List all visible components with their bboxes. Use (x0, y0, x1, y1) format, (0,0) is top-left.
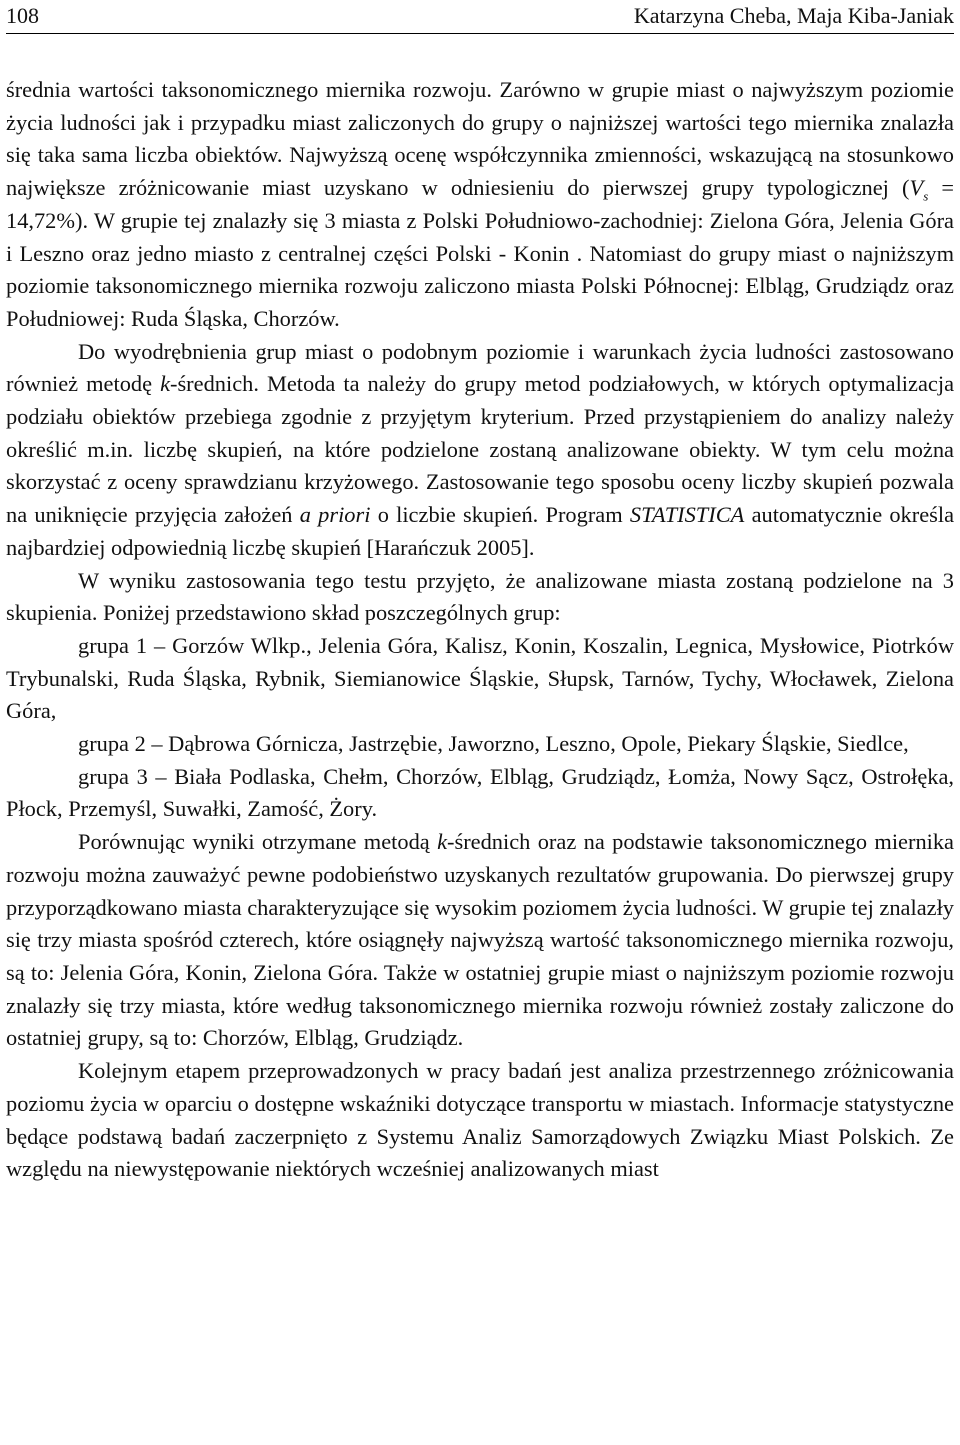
paragraph-5: Kolejnym etapem przeprowadzonych w pracy badań jest analiza przestrzennego zróżnicowania poziomu życia w oparciu o dostępne wskaźniki dotyczące transportu w miastach. Informacje statystyczne będące podstawą badań zaczerpnięto z Systemu Analiz Samorządowych Związku Miast Polskich. Ze względu na niewystępowanie niektórych wcześniej analizowanych miast (6, 1058, 954, 1182)
group-2-list: grupa 2 – Dąbrowa Górnicza, Jastrzębie, Jaworzno, Leszno, Opole, Piekary Śląskie, Siedlce, (78, 731, 909, 757)
statistica-term: STATISTICA (629, 502, 745, 528)
paragraph-2-text-c: o liczbie skupień. Program (370, 502, 630, 528)
page-number: 108 (6, 3, 39, 28)
vs-subscript: s (923, 188, 929, 204)
k-symbol: k (437, 829, 448, 855)
paragraph-4-text-a: Porównując wyniki otrzymane metodą (78, 829, 438, 855)
running-header (6, 0, 954, 34)
header-authors: Katarzyna Cheba, Maja Kiba-Janiak (633, 3, 954, 28)
paragraph-1-text-b: = 14,72%). W grupie tej znalazły się 3 miasta z Polski Południowo-zachodniej: Zielona Góra, Jelenia Góra i Leszno oraz jedno miasto z centralnej części Polski - Konin . Natomiast do grupy miast o najniższym poziomie taksonomicznego miernika rozwoju zaliczono miasta Polski Północnej: Elbląg, Grudziądz oraz Południowej: Ruda Śląska, Chorzów. (6, 175, 955, 331)
k-symbol: k (160, 371, 171, 397)
vs-symbol: V (909, 175, 924, 201)
paragraph-1 (6, 74, 954, 336)
paragraph-2-text-b: -średnich. Metoda ta należy do grupy metod podziałowych, w których optymalizacja podziału obiektów przebiega zgodnie z przyjętym kryterium. Przed przystąpieniem do analizy należy określić m.in. liczbę skupień, na które podzielone zostaną analizowane obiekty. W tym celu można skorzystać z oceny sprawdzianu krzyżowego. Zastosowanie tego sposobu oceny liczby skupień pozwala na uniknięcie przyjęcia założeń (6, 371, 955, 528)
paragraph-2 (6, 336, 954, 565)
body-text (6, 74, 954, 1186)
paragraph-4-text-b: -średnich oraz na podstawie taksonomicznego miernika rozwoju można zauważyć pewne podobieństwo uzyskanych rezultatów grupowania. Do pierwszej grupy przyporządkowano miasta charakteryzujące się wysokim poziomem życia ludności. W grupie tej znalazły się trzy miasta spośród czterech, które osiągnęły najwyższą wartość taksonomicznego miernika rozwoju, są to: Jelenia Góra, Konin, Zielona Góra. Także w ostatniej grupie miast o najniższym poziomie rozwoju znalazły się trzy miasta, które według taksonomicznego miernika rozwoju również zostały zaliczone do ostatniej grupy, są to: Chorzów, Elbląg, Grudziądz. (6, 829, 954, 1051)
group-3-list: grupa 3 – Biała Podlaska, Chełm, Chorzów, Elbląg, Grudziądz, Łomża, Nowy Sącz, Ostrołęka, Płock, Przemyśl, Suwałki, Zamość, Żory. (6, 763, 954, 822)
paragraph-2-text-d: automatycznie określa najbardziej odpowiednią liczbę skupień [Harańczuk 2005]. (6, 502, 955, 560)
paragraph-1-text-a: średnia wartości taksonomicznego miernika rozwoju. Zarówno w grupie miast o najwyższym poziomie życia ludności jak i przypadku miast zaliczonych do grupy o najniższej wartości tego miernika znalazła się taka sama liczba obiektów. Najwyższą ocenę współczynnika zmienności, wskazującą na stosunkowo największe zróżnicowanie miast uzyskano w odniesieniu do pierwszej grupy typologicznej ( (6, 77, 954, 201)
paragraph-3: W wyniku zastosowania tego testu przyjęto, że analizowane miasta zostaną podzielone na 3 skupienia. Poniżej przedstawiono skład poszczególnych grup: (6, 567, 954, 626)
group-1-list: grupa 1 – Gorzów Wlkp., Jelenia Góra, Kalisz, Konin, Koszalin, Legnica, Mysłowice, Piotrków Trybunalski, Ruda Śląska, Rybnik, Siemianowice Śląskie, Słupsk, Tarnów, Tychy, Włocławek, Zielona Góra, (6, 632, 954, 724)
a-priori-term: a priori (299, 502, 371, 528)
paragraph-2-text-a: Do wyodrębnienia grup miast o podobnym poziomie i warunkach życia ludności zastosowano również metodę (6, 338, 954, 397)
paragraph-4 (6, 826, 954, 1055)
